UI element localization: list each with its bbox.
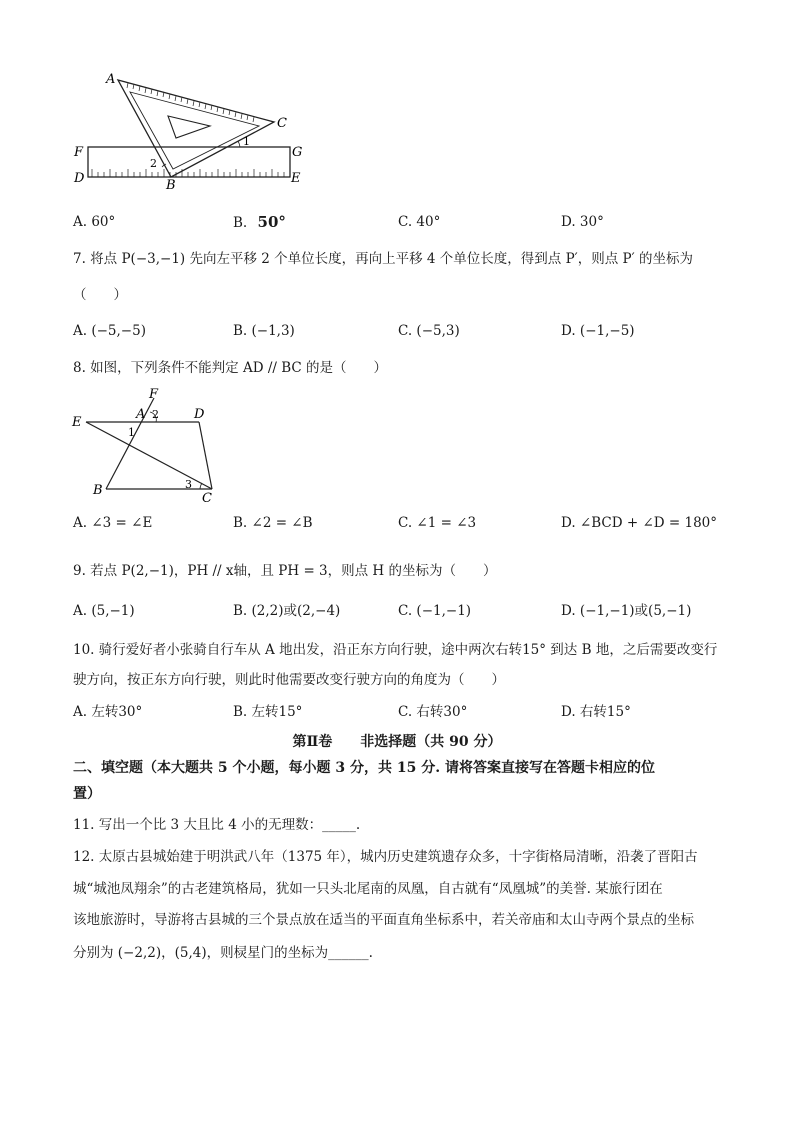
label-D: D [194,407,205,422]
q10-option-d[interactable]: D. 右转15° [561,704,631,720]
part2-heading: 第Ⅱ卷 非选择题（共 90 分） [292,734,502,750]
label-A: A [106,72,116,87]
section2-title-line2: 置） [73,786,101,802]
q7-option-c[interactable]: C. (−5,3) [398,323,460,339]
ruler-ticks [92,169,284,177]
q7-text-line1: 7. 将点 P(−3,−1) 先向左平移 2 个单位长度，再向上平移 4 个单位长度，得到点 P′，则点 P′ 的坐标为 [73,251,693,267]
q9-option-c[interactable]: C. (−1,−1) [398,603,472,619]
q9-text: 9. 若点 P(2,−1)，PH // x轴，且 PH = 3，则点 H 的坐标为（ ） [73,563,497,579]
label-angle-2: 2 [152,408,159,421]
q9-option-a[interactable]: A. (5,−1) [73,603,135,619]
q6-option-a[interactable]: A. 60° [73,214,116,230]
q12-text-line1: 12. 太原古县城始建于明洪武八年（1375 年），城内历史建筑遗存众多，十字街格局清晰，沿袭了晋阳古 [73,849,698,865]
line-DC [199,422,212,489]
set-square-ticks [127,83,254,122]
q6-option-b[interactable] [233,212,286,233]
line-FB [106,398,154,489]
q10-option-b[interactable]: B. 左转15° [233,704,303,720]
q6-option-d[interactable]: D. 30° [561,214,604,230]
q6-option-b-value: 50° [257,213,286,231]
q10-text-line2: 驶方向，按正东方向行驶，则此时他需要改变行驶方向的角度为（ ） [73,672,505,688]
q10-option-c[interactable]: C. 右转30° [398,704,468,720]
q8-option-b[interactable]: B. ∠2 = ∠B [233,515,313,531]
label-B: B [166,178,176,193]
angle-1-arc [238,141,240,147]
label-E: E [291,171,301,186]
q7-option-d[interactable]: D. (−1,−5) [561,323,635,339]
q11-text: 11. 写出一个比 3 大且比 4 小的无理数：_____. [73,817,361,833]
q12-text-line3: 该地旅游时，导游将古县城的三个景点放在适当的平面直角坐标系中，若关帝庙和太山寺两个景点的坐标 [73,912,694,928]
q9-option-b[interactable]: B. (2,2)或(2,−4) [233,603,341,619]
q7-option-b[interactable]: B. (−1,3) [233,323,295,339]
label-E: E [72,415,82,430]
q8-text: 8. 如图，下列条件不能判定 AD // BC 的是（ ） [73,360,388,376]
q6-option-c[interactable]: C. 40° [398,214,441,230]
label-angle-1: 1 [128,426,135,439]
q7-option-a[interactable]: A. (−5,−5) [73,323,146,339]
q12-text-line4: 分别为 (−2,2)，(5,4)，则棂星门的坐标为______. [73,945,373,961]
label-C: C [202,491,212,506]
label-D: D [74,171,85,186]
q10-text-line1: 10. 骑行爱好者小张骑自行车从 A 地出发，沿正东方向行驶，途中两次右转15° 到达 B 地，之后需要改变行 [73,642,718,658]
q8-option-d[interactable]: D. ∠BCD + ∠D = 180° [561,515,718,531]
q8-option-a[interactable]: A. ∠3 = ∠E [73,515,153,531]
q9-option-d[interactable]: D. (−1,−1)或(5,−1) [561,603,692,619]
section2-title-line1: 二、填空题（本大题共 5 个小题，每小题 3 分，共 15 分. 请将答案直接写在答题卡相应的位 [73,760,655,776]
label-angle-1: 1 [243,135,250,148]
q12-text-line2: 城“城池凤翔余”的古老建筑格局，犹如一只头北尾南的凤凰，自古就有“凤凰城”的美誉. 某旅行团在 [73,881,663,897]
label-G: G [292,145,303,160]
set-square-hole [168,116,210,138]
label-F: F [74,145,84,160]
angle-3-arc [200,483,202,489]
line-EC [86,422,212,489]
q6-option-b-label: B. [233,215,248,231]
label-angle-3: 3 [185,478,192,491]
figure-q8-trapezoid [66,384,226,508]
label-angle-2: 2 [150,157,157,170]
label-C: C [277,116,287,131]
label-F: F [149,387,159,402]
q7-text-line2: （ ） [73,287,127,303]
label-A: A [136,407,146,422]
label-B: B [93,483,103,498]
q8-option-c[interactable]: C. ∠1 = ∠3 [398,515,477,531]
figure-q6-ruler-triangle [70,68,310,193]
q10-option-a[interactable]: A. 左转30° [73,704,143,720]
